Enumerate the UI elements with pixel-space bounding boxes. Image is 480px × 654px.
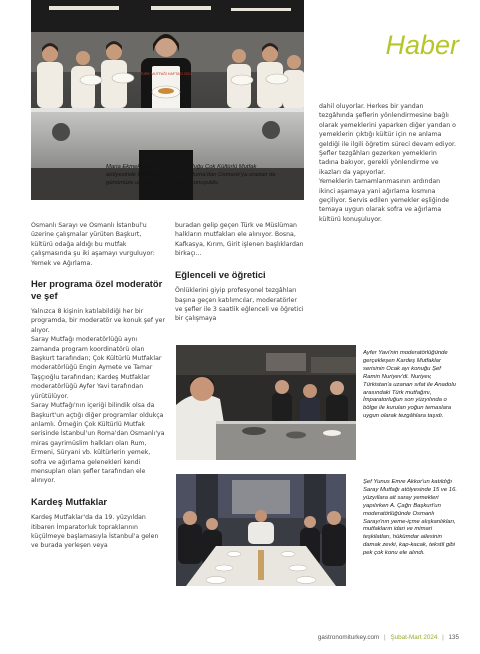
photo-dining-table-caption-box xyxy=(363,479,459,558)
body-paragraph: Yemeklerin tamamlanmasının ardından ikinci aşamaya yani ağırlama kısmına geçiliyor. Servis edilen yemekler eşliğinde temaya uygun olarak sofra ve ağırlama kültürü konuşuluyor. xyxy=(319,178,450,223)
body-paragraph: Kardeş Mutfaklar'da da 19. yüzyıldan itibaren İmparatorluk topraklarının küçülmeye başlamasıyla İstanbul'a gelen ve burada yerleşen veya xyxy=(31,514,159,550)
page-footer xyxy=(318,634,459,641)
photo-chef-demo xyxy=(176,345,356,460)
photo-dining-table xyxy=(176,474,346,586)
chef-demo-illustration xyxy=(176,345,356,460)
section-heading: Her programa özel moderatör ve şef xyxy=(31,278,163,301)
photo-workshop-caption: Maria Ekmekçioğlu'nun konuk olduğu Çok Kültürlü Mutfak atölyesinde İstanbullu Rumların Roma'dan Osmanlı'ya oradan da günümüze ulaşan yemek mirası konuşuldu. xyxy=(106,164,276,186)
body-paragraph: Saray Mutfağı'nın içeriği bilindik olsa da Başkurt'un açtığı diğer programlar oldukça anlamlı. Örneğin Çok Kültürlü Mutfak serisinde İstanbul'un Roma'dan Osmanlı'ya miras gayrimüslim halkları olan Rum, Ermeni, Süryani vb. kültürlerin yemek, sofra ve ağırlama gelenekleri kendi mensupları olan şefler tarafından ele alınıyor. xyxy=(31,402,165,485)
section-heading: Eğlenceli ve öğretici xyxy=(175,268,266,280)
section-label: Haber xyxy=(385,30,459,60)
column-left xyxy=(31,221,165,551)
body-paragraph: Önlüklerini giyip profesyonel tezgâhları başına geçen katılımcılar, moderatörler ve şefler ile 3 saatlik eğlenceli ve öğretici bir çalışmaya xyxy=(175,287,304,323)
photo-chef-demo-caption-box xyxy=(363,350,459,421)
photo-dining-table-caption: Şef Yunus Emre Akkor'un katıldığı Saray Mutfağı atölyesinde 15 ve 16. yüzyıllara ait saray yemekleri yapılırken A. Çağrı Başkurt'un moderatörlüğünde Osmanlı Sarayı'nın yeme-içme alışkanlıkları, mutfakların idari ve mimari teşkilatları, hükümdar ailesinin damak zevki, kap-kacak, tekstil gibi pek çok konu ele alındı. xyxy=(363,479,457,557)
body-paragraph: buradan gelip geçen Türk ve Müslüman halkların mutfakları ele alınıyor. Bosna, Kafkasya, Kırım, Girit işlenen başlıklardan birkaçı... xyxy=(175,222,304,258)
page-number: 135 xyxy=(448,634,459,641)
body-paragraph: Yalnızca 8 kişinin katılabildiği her bir programda, bir moderatör ve konuk şef yer alıyor. xyxy=(31,308,165,334)
column-middle xyxy=(175,221,305,324)
section-heading: Kardeş Mutfaklar xyxy=(31,495,108,507)
footer-date: Şubat-Mart 2024 xyxy=(390,634,438,641)
apron-logo-text: TÜRK MUTFAĞI HAFTASI 2024 xyxy=(140,72,192,76)
footer-separator: | xyxy=(442,634,444,641)
footer-separator: | xyxy=(384,634,386,641)
photo-chef-demo-caption: Ayfer Yavi'nin moderatörlüğünde gerçekleşen Kardeş Mutfaklar serisinin Ocak ayı konuğu Şef Ramin Nuriyev'di. Nuriyev, Türkistan'a uzanan sıfat ile Anadolu arasındaki Türk mutfağını, İmparatorluğun son yüzyılında o bölge ile kurulan yoğun temaslara uygun olarak tezgâhlara taşıdı. xyxy=(363,350,456,420)
column-right-top xyxy=(319,102,457,224)
photo-workshop-caption-box xyxy=(106,164,276,188)
body-paragraph: Saray Mutfağı moderatörlüğü aynı zamanda program koordinatörü olan Başkurt tarafından; Çok Kültürlü Mutfaklar moderatörlüğü Engin Aymete ve Tamar Taşçıoğlu tarafından; Kardeş Mutfaklar moderatörlüğü Ayfer Yavi tarafından yürütülüyor. xyxy=(31,336,162,400)
body-paragraph: dahil oluyorlar. Herkes bir yandan tezgâhında şeflerin yönlendirmesine bağlı olarak yemeklerini yaparken diğer yandan o yemeklerin çıktığı kültür için ne anlama geldiği ile ilgili öğretim süreci devam ediyor. Şefler tezgâhları gezerken yemeklerin tadına bakıyor, gerekli yönlendirme ve ikazları da yapıyorlar. xyxy=(319,103,456,176)
dining-table-illustration xyxy=(176,474,346,586)
body-paragraph: Osmanlı Sarayı ve Osmanlı İstanbul'u üzerine çalışmalar yürüten Başkurt, kültürü odağa aldığı bu mutfak çalışmasında şu iki aşamayı vurguluyor: Yemek ve Ağırlama. xyxy=(31,222,155,267)
footer-site: gastronomiturkey.com xyxy=(317,634,380,641)
